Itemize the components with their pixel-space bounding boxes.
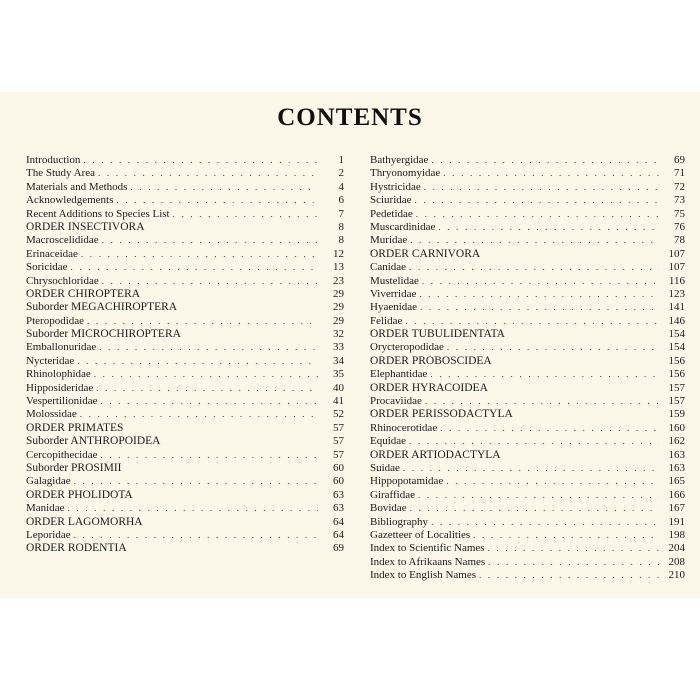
toc-entry-page-number: 123: [668, 287, 685, 300]
dot-leader: [430, 368, 659, 381]
toc-entry-page-number: 64: [333, 528, 344, 541]
toc-entry: [370, 529, 685, 542]
toc-entry-label: Equidae: [370, 435, 407, 448]
toc-entry: [26, 328, 344, 341]
toc-entry-page-number: 72: [674, 180, 685, 193]
toc-entry-label: Muscardinidae: [370, 220, 436, 233]
toc-entry-label: ORDER ARTIODACTYLA: [370, 448, 501, 461]
toc-entry: [370, 449, 685, 462]
toc-entry-label: ORDER INSECTIVORA: [26, 220, 145, 233]
toc-entry-page-number: 32: [333, 328, 344, 341]
toc-entry-page-number: 163: [668, 448, 685, 461]
toc-entry-label: Felidae: [370, 314, 403, 327]
toc-entry: [370, 475, 685, 488]
toc-entry-label: Gazetteer of Localities: [370, 528, 471, 541]
dot-leader: [96, 382, 318, 395]
contents-column-right: [370, 154, 685, 583]
dot-leader: [438, 221, 659, 234]
toc-entry-page-number: 166: [668, 488, 685, 501]
dot-leader: [130, 181, 318, 194]
toc-entry-label: Bathyergidae: [370, 154, 429, 166]
toc-entry: [26, 475, 344, 488]
toc-entry-label: Introduction: [26, 154, 81, 166]
toc-entry-label: Pteropodidae: [26, 314, 85, 327]
toc-entry-page-number: 57: [333, 448, 344, 461]
dot-leader: [98, 167, 318, 180]
toc-entry-label: Hystricidae: [370, 180, 421, 193]
toc-entry: [370, 315, 685, 328]
dot-leader: [77, 355, 318, 368]
dot-leader: [83, 154, 318, 167]
toc-entry-page-number: 57: [333, 421, 344, 434]
dot-leader: [415, 194, 659, 207]
toc-entry: [26, 462, 344, 475]
toc-entry-label: Index to Afrikaans Names: [370, 555, 486, 568]
toc-entry: [370, 382, 685, 395]
toc-entry: [26, 221, 344, 234]
toc-entry-label: Pedetidae: [370, 207, 413, 220]
toc-entry-label: Macroscelididae: [26, 234, 99, 247]
toc-entry: [26, 435, 344, 448]
dot-leader: [440, 422, 659, 435]
dot-leader: [443, 167, 659, 180]
toc-entry: [26, 315, 344, 328]
toc-entry: [370, 556, 685, 569]
toc-entry-label: Bovidae: [370, 502, 407, 515]
toc-entry: [26, 502, 344, 515]
toc-entry-page-number: 208: [668, 555, 685, 568]
page-title: CONTENTS: [277, 104, 423, 131]
toc-entry: [26, 368, 344, 381]
toc-entry-page-number: 34: [333, 354, 344, 367]
toc-entry-label: Elephantidae: [370, 368, 428, 381]
dot-leader: [94, 368, 318, 381]
toc-entry: [370, 301, 685, 314]
toc-entry-label: Soricidae: [26, 261, 68, 274]
toc-entry-label: Giraffidae: [370, 488, 415, 501]
dot-leader: [116, 194, 318, 207]
dot-leader: [447, 341, 659, 354]
toc-entry: [26, 208, 344, 221]
toc-entry: [370, 516, 685, 529]
toc-entry-label: Recent Additions to Species List: [26, 207, 170, 220]
dot-leader: [74, 529, 318, 542]
toc-entry: [370, 248, 685, 261]
toc-entry: [370, 422, 685, 435]
toc-entry-page-number: 6: [338, 194, 344, 207]
toc-entry: [370, 462, 685, 475]
dot-leader: [80, 408, 318, 421]
toc-entry: [370, 435, 685, 448]
toc-entry: [370, 328, 685, 341]
toc-entry-page-number: 69: [674, 154, 685, 166]
toc-entry-label: ORDER PRIMATES: [26, 421, 124, 434]
toc-entry: [26, 154, 344, 167]
toc-entry-label: ORDER PERISSODACTYLA: [370, 408, 513, 421]
toc-entry-label: ORDER PROBOSCIDEA: [370, 354, 492, 367]
dot-leader: [67, 502, 318, 515]
dot-leader: [419, 288, 659, 301]
dot-leader: [405, 315, 659, 328]
toc-entry-label: ORDER CHIROPTERA: [26, 287, 141, 300]
toc-entry-page-number: 159: [668, 408, 685, 421]
toc-entry-page-number: 116: [668, 274, 685, 287]
dot-leader: [102, 275, 318, 288]
toc-entry-page-number: 76: [674, 220, 685, 233]
toc-entry-page-number: 107: [668, 261, 685, 274]
dot-leader: [409, 261, 659, 274]
toc-entry-page-number: 23: [333, 274, 344, 287]
toc-entry-label: Suidae: [370, 461, 400, 474]
toc-entry-label: Mustelidae: [370, 274, 419, 287]
toc-entry-page-number: 71: [674, 167, 685, 180]
toc-entry: [26, 275, 344, 288]
toc-entry-label: Hippopotamidae: [370, 475, 444, 488]
dot-leader: [99, 341, 318, 354]
dot-leader: [424, 181, 659, 194]
toc-entry-label: Orycteropodidae: [370, 341, 444, 354]
dot-leader: [410, 502, 659, 515]
toc-entry: [370, 288, 685, 301]
toc-entry: [26, 422, 344, 435]
toc-entry: [370, 221, 685, 234]
toc-entry-label: Canidae: [370, 261, 407, 274]
toc-entry-label: Galagidae: [26, 475, 71, 488]
dot-leader: [446, 475, 659, 488]
toc-entry: [26, 516, 344, 529]
toc-entry-page-number: 33: [333, 341, 344, 354]
toc-entry-page-number: 198: [668, 528, 685, 541]
toc-entry: [370, 341, 685, 354]
toc-entry-label: Suborder ANTHROPOIDEA: [26, 435, 161, 448]
toc-entry: [26, 529, 344, 542]
dot-leader: [102, 234, 318, 247]
toc-entry-label: Procaviidae: [370, 395, 422, 408]
toc-entry-page-number: 29: [333, 301, 344, 314]
dot-leader: [425, 395, 659, 408]
toc-entry-page-number: 162: [668, 435, 685, 448]
toc-entry-label: Suborder MICROCHIROPTERA: [26, 328, 181, 341]
toc-entry: [370, 408, 685, 421]
toc-entry: [26, 408, 344, 421]
contents-page: [0, 92, 700, 598]
toc-entry-page-number: 156: [668, 368, 685, 381]
toc-entry: [26, 301, 344, 314]
toc-entry-label: Hipposideridae: [26, 381, 94, 394]
toc-entry-page-number: 210: [668, 569, 685, 582]
toc-entry-label: Cercopithecidae: [26, 448, 98, 461]
dot-leader: [74, 475, 318, 488]
toc-entry-page-number: 78: [674, 234, 685, 247]
toc-entry-label: ORDER HYRACOIDEA: [370, 381, 488, 394]
toc-entry-label: Suborder MEGACHIROPTERA: [26, 301, 178, 314]
toc-entry-label: ORDER TUBULIDENTATA: [370, 328, 505, 341]
toc-entry-page-number: 4: [338, 180, 344, 193]
toc-entry-page-number: 35: [333, 368, 344, 381]
toc-entry: [370, 502, 685, 515]
toc-entry-page-number: 64: [333, 515, 344, 528]
toc-entry-page-number: 60: [333, 475, 344, 488]
toc-entry: [370, 234, 685, 247]
toc-entry: [26, 395, 344, 408]
dot-leader: [420, 301, 659, 314]
toc-entry-page-number: 157: [668, 395, 685, 408]
toc-entry: [26, 288, 344, 301]
toc-entry: [26, 181, 344, 194]
toc-entry-label: Acknowledgements: [26, 194, 114, 207]
toc-entry-label: Erinaceidae: [26, 247, 78, 260]
toc-entry: [370, 489, 685, 502]
toc-entry-label: Index to Scientific Names: [370, 542, 485, 555]
toc-entry-label: Sciuridae: [370, 194, 412, 207]
toc-entry-label: Hyaenidae: [370, 301, 418, 314]
toc-entry-page-number: 154: [668, 341, 685, 354]
toc-entry-page-number: 63: [333, 488, 344, 501]
dot-leader: [87, 315, 318, 328]
toc-entry-page-number: 107: [668, 247, 685, 260]
toc-entry: [370, 275, 685, 288]
toc-entry-label: Muridae: [370, 234, 408, 247]
toc-entry: [26, 542, 344, 555]
toc-entry: [26, 167, 344, 180]
toc-entry-page-number: 73: [674, 194, 685, 207]
toc-entry: [26, 194, 344, 207]
toc-entry-page-number: 69: [333, 542, 344, 555]
dot-leader: [488, 556, 659, 569]
toc-entry-label: ORDER LAGOMORHA: [26, 515, 143, 528]
toc-entry: [370, 181, 685, 194]
dot-leader: [488, 542, 659, 555]
toc-entry-label: Rhinolophidae: [26, 368, 91, 381]
toc-entry: [370, 569, 685, 582]
toc-entry: [370, 154, 685, 167]
toc-entry-page-number: 1: [338, 154, 344, 166]
toc-entry-label: Rhinocerotidae: [370, 421, 438, 434]
toc-entry-page-number: 157: [668, 381, 685, 394]
toc-entry-label: Nycteridae: [26, 354, 75, 367]
toc-entry-label: Leporidae: [26, 528, 71, 541]
toc-entry-page-number: 40: [333, 381, 344, 394]
dot-leader: [81, 248, 318, 261]
dot-leader: [403, 462, 659, 475]
toc-entry: [370, 355, 685, 368]
toc-entry-page-number: 160: [668, 421, 685, 434]
dot-leader: [71, 261, 318, 274]
toc-entry: [26, 341, 344, 354]
toc-entry: [370, 395, 685, 408]
toc-entry: [26, 261, 344, 274]
toc-entry-page-number: 12: [333, 247, 344, 260]
toc-entry-page-number: 167: [668, 502, 685, 515]
dot-leader: [431, 516, 659, 529]
dot-leader: [409, 435, 659, 448]
toc-entry-page-number: 29: [333, 314, 344, 327]
toc-entry: [370, 368, 685, 381]
toc-entry-page-number: 8: [338, 220, 344, 233]
toc-entry-page-number: 163: [668, 461, 685, 474]
toc-entry: [26, 449, 344, 462]
toc-entry: [370, 208, 685, 221]
dot-leader: [100, 395, 318, 408]
dot-leader: [416, 208, 659, 221]
toc-entry: [370, 261, 685, 274]
toc-entry-page-number: 41: [333, 395, 344, 408]
dot-leader: [473, 529, 659, 542]
dot-leader: [422, 275, 659, 288]
toc-entry-page-number: 154: [668, 328, 685, 341]
toc-entry-label: Materials and Methods: [26, 180, 128, 193]
dot-leader: [410, 234, 659, 247]
toc-entry: [26, 248, 344, 261]
toc-entry-label: Index to English Names: [370, 569, 477, 582]
toc-entry-label: Suborder PROSIMII: [26, 461, 122, 474]
toc-entry-label: Bibliography: [370, 515, 429, 528]
toc-entry-page-number: 52: [333, 408, 344, 421]
toc-entry: [370, 542, 685, 555]
toc-entry: [370, 194, 685, 207]
toc-entry-label: Vespertilionidae: [26, 395, 98, 408]
toc-entry-page-number: 8: [338, 234, 344, 247]
dot-leader: [173, 208, 318, 221]
toc-entry-page-number: 63: [333, 502, 344, 515]
toc-entry: [370, 167, 685, 180]
toc-entry: [26, 234, 344, 247]
toc-entry-label: Molossidae: [26, 408, 77, 421]
toc-entry-label: Viverridae: [370, 287, 417, 300]
toc-entry-label: Thryonomyidae: [370, 167, 441, 180]
toc-entry-page-number: 2: [338, 167, 344, 180]
dot-leader: [431, 154, 659, 167]
toc-entry-page-number: 60: [333, 461, 344, 474]
toc-entry-label: Manidae: [26, 502, 65, 515]
toc-entry: [26, 489, 344, 502]
toc-entry-page-number: 156: [668, 354, 685, 367]
toc-entry: [26, 382, 344, 395]
dot-leader: [479, 569, 659, 582]
toc-entry-label: The Study Area: [26, 167, 96, 180]
toc-entry-label: Chrysochloridae: [26, 274, 99, 287]
toc-entry-page-number: 146: [668, 314, 685, 327]
toc-entry-label: ORDER PHOLIDOTA: [26, 488, 133, 501]
toc-entry-page-number: 57: [333, 435, 344, 448]
dot-leader: [100, 449, 318, 462]
toc-entry-page-number: 75: [674, 207, 685, 220]
toc-entry-page-number: 165: [668, 475, 685, 488]
contents-column-left: [26, 154, 344, 556]
toc-entry-page-number: 191: [668, 515, 685, 528]
toc-entry-label: ORDER CARNIVORA: [370, 247, 481, 260]
toc-entry-page-number: 7: [338, 207, 344, 220]
toc-entry-page-number: 13: [333, 261, 344, 274]
toc-entry-page-number: 141: [668, 301, 685, 314]
toc-entry: [26, 355, 344, 368]
dot-leader: [418, 489, 659, 502]
toc-entry-page-number: 204: [668, 542, 685, 555]
toc-entry-label: Emballonuridae: [26, 341, 97, 354]
toc-entry-page-number: 29: [333, 287, 344, 300]
toc-entry-label: ORDER RODENTIA: [26, 542, 127, 555]
